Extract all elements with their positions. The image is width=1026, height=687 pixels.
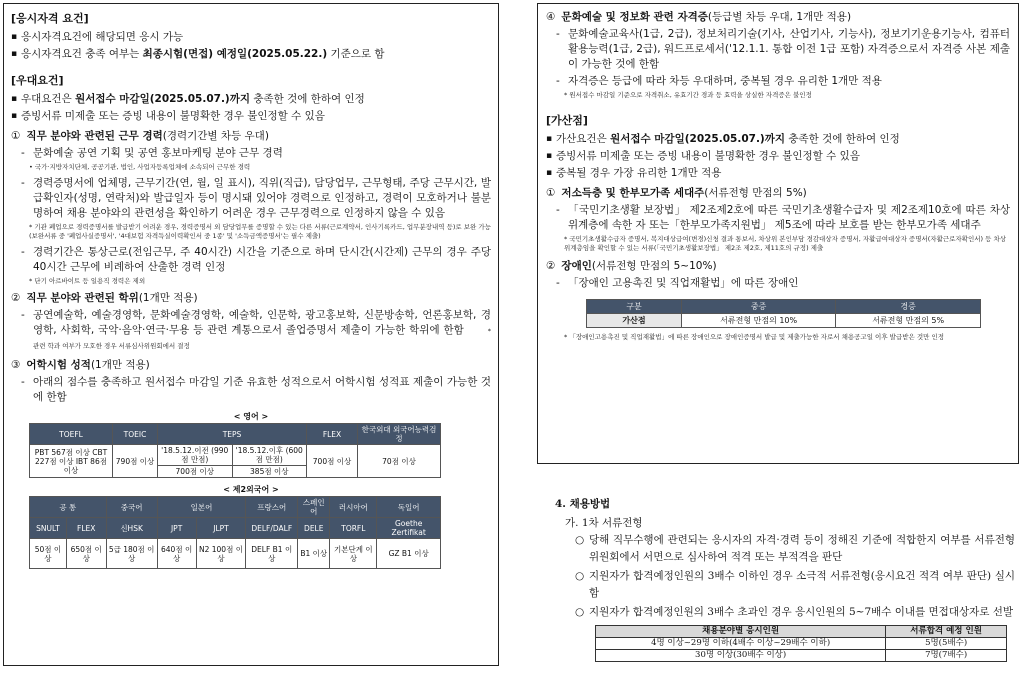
item-license-dash-2: - 자격증은 등급에 따라 차등 우대하며, 중복될 경우 유리한 1개만 적용 xyxy=(552,74,1010,89)
item-career-note-3: * 단기 아르바이트 등 일용직 경력은 제외 xyxy=(29,276,146,285)
item-language-bold: 어학시험 성적 xyxy=(26,359,91,371)
pass-cell-applicants-2: 30명 이상(30배수 이상) xyxy=(596,650,886,662)
item-license-rest: (등급별 차등 우대, 1개만 적용) xyxy=(707,11,852,23)
preference-bullet-1-post: 충족한 것에 한하여 인정 xyxy=(250,93,365,105)
eng-header-toeic: TOEIC xyxy=(113,424,158,445)
l2-test-flex: FLEX xyxy=(66,518,106,539)
preference-bullet-1 xyxy=(11,92,491,107)
eng-cell-kufl: 70점 이상 xyxy=(358,445,441,478)
item-degree-number: ② xyxy=(11,292,21,304)
eng-header-toefl: TOEFL xyxy=(30,424,113,445)
l2-group-russian: 러시아어 xyxy=(330,497,377,518)
bonus-bullet-2: ▪ 증빙서류 미제출 또는 증빙 내용이 불명확한 경우 불인정할 수 있음 xyxy=(546,149,1010,164)
bonus-header-mild: 경증 xyxy=(836,299,981,313)
item-license-number: ④ xyxy=(546,11,556,23)
eng-header-flex: FLEX xyxy=(307,424,358,445)
l2-score-jlpt: N2 100점 이상 xyxy=(196,539,246,569)
item-disability-note-1: * 「장애인고용촉진 및 직업재활법」에 따른 장애인으로 장애인증명서 발급 및 제출가능한 자로서 채용공고일 이후 발급받은 것만 인정 xyxy=(564,332,945,341)
item-career-dash-2: - 경력증명서에 업체명, 근무기간(연, 월, 일 표시), 직위(직급), 담당업무, 근무형태, 주당 근무시간, 발급확인자(성명, 연락처)와 발급일자 등이 명시돼 있어야 경력으로 인정하고, 경력이 모호하거나 불분명하여 채용 분야와의 관련성을 확인하기 어려운 경우 근무경력으로 인정하지 않을 수 있음 xyxy=(17,176,491,221)
l2-group-german: 독일어 xyxy=(377,497,441,518)
screening-item-1: ○ 당해 직무수행에 관련되는 응시자의 자격·경력 등이 정해진 기준에 적합한지 여부를 서류전형위원회에서 서면으로 심사하여 적격 또는 부적격을 판단 xyxy=(555,532,1015,566)
item-lowincome-note-1: * 국민기초생활수급자 증명서, 복지대상급여(변경)신청 결과 통보서, 차상위 본인부담 경감대상자 증명서, 자활급여대상자 증명서(자활근로자확인서) 등 차상위계층임을 확인할 수 있는 서류(「국민기초생활보장법」 제2조 제2호, 제11호의 규정) 제출 xyxy=(564,234,1007,252)
l2-score-delf: DELF B1 이상 xyxy=(246,539,298,569)
preference-bullet-2: ▪ 증빙서류 미제출 또는 증빙 내용이 불명확한 경우 불인정할 수 있음 xyxy=(11,109,491,124)
item-degree-bold: 직무 분야와 관련된 학위 xyxy=(26,292,139,304)
l2-test-torfl: TORFL xyxy=(330,518,377,539)
eng-cell-teps-b-bot: 385점 이상 xyxy=(232,466,307,478)
table-row xyxy=(596,650,1007,662)
l2-group-french: 프랑스어 xyxy=(246,497,298,518)
l2-score-hsk: 5급 180점 이상 xyxy=(106,539,157,569)
item-career-note-2: * 기관 폐업으로 경력증명서를 발급받기 어려운 경우, 경력증명서 외 담당업무를 증명할 수 있는 다른 서류(근로계약서, 인사기록카드, 업무분장내역 등)로 보완 가능(보완서류 중 '폐업사실증명서', '4대보험 자격득실이력확인서 중 1종' 및 '소득금액증명서'는 필수 제출) xyxy=(29,222,491,240)
screening-pass-table xyxy=(595,625,1007,662)
bonus-header-category: 구분 xyxy=(587,299,682,313)
l2-test-jpt: JPT xyxy=(157,518,196,539)
l2-test-snult: SNULT xyxy=(30,518,67,539)
l2-test-delf: DELF/DALF xyxy=(246,518,298,539)
l2-score-jpt: 640점 이상 xyxy=(157,539,196,569)
screening-item-3: ○ 지원자가 합격예정인원의 3배수 초과인 경우 응시인원의 5~7배수 이내를 면접대상자로 선발 xyxy=(555,604,1015,621)
bonus-cell-mild: 서류전형 만점의 5% xyxy=(836,313,981,327)
item-degree-rest: (1개만 적용) xyxy=(138,292,198,304)
section-title-eligibility: [응시자격 요건] xyxy=(11,12,89,25)
screening-item-2: ○ 지원자가 합격예정인원의 3배수 이하인 경우 소극적 서류전형(응시요건 적격 여부 판단) 실시함 xyxy=(555,568,1015,602)
l2-score-goethe: GZ B1 이상 xyxy=(377,539,441,569)
pass-cell-applicants-1: 4명 이상~29명 이하(4배수 이상~29배수 이하) xyxy=(596,638,886,650)
item-license-note-1: * 원서접수 마감일 기준으로 자격취소, 유효기간 경과 등 효력을 상실한 자격증은 불인정 xyxy=(564,91,812,99)
recruitment-method-section xyxy=(555,496,1015,662)
item-career-dash-1: - 문화예술 공연 기획 및 공연 홍보마케팅 분야 근무 경력 xyxy=(17,146,491,161)
bonus-row-label: 가산점 xyxy=(587,313,682,327)
left-section-box xyxy=(3,3,499,666)
item-disability-rest: (서류전형 만점의 5~10%) xyxy=(591,259,717,272)
eligibility-bullet-1: ▪ 응시자격요건에 해당되면 응시 가능 xyxy=(11,30,491,45)
l2-group-spanish: 스페인어 xyxy=(298,497,330,518)
l2-score-snult: 50점 이상 xyxy=(30,539,67,569)
item-disability-number: ② xyxy=(546,259,556,272)
bonus-bullet-1-pre: 가산요건은 xyxy=(556,132,611,145)
eligibility-bullet-2-post: 기준으로 함 xyxy=(327,48,385,60)
eng-cell-toefl: PBT 567점 이상 CBT 227점 이상 IBT 86점 이상 xyxy=(30,445,113,478)
preference-bullet-1-pre: 우대요건은 xyxy=(21,93,76,105)
item-career-bold: 직무 분야와 관련된 근무 경력 xyxy=(26,130,163,142)
second-language-score-table xyxy=(29,496,441,569)
item-disability-heading xyxy=(546,259,1010,274)
pass-cell-passers-2: 7명(7배수) xyxy=(886,650,1007,662)
bonus-bullet-1-post: 충족한 것에 한하여 인정 xyxy=(785,132,900,145)
l2-test-goethe: Goethe Zertifikat xyxy=(377,518,441,539)
item-career-note-1: • 국가·지방자치단체, 공공기관, 법인, 사업자등록업체에 소속되어 근무한 경력 xyxy=(29,163,251,171)
pass-header-applicants: 채용분야별 응시인원 xyxy=(596,626,886,638)
bonus-bullet-3: ▪ 중복될 경우 가장 유리한 1개만 적용 xyxy=(546,166,1010,181)
bonus-points-table xyxy=(586,299,981,328)
l2-group-japanese: 일본어 xyxy=(157,497,246,518)
item-lowincome-number: ① xyxy=(546,186,556,199)
item-language-dash-1: - 아래의 점수를 충족하고 원서접수 마감일 기준 유효한 성적으로서 어학시험 성적표 제출이 가능한 것에 한함 xyxy=(17,375,491,405)
eng-header-teps: TEPS xyxy=(158,424,307,445)
english-table-caption: < 영어 > xyxy=(233,412,269,421)
item-disability-dash-1: - 「장애인 고용촉진 및 직업재활법」에 따른 장애인 xyxy=(552,276,1010,291)
l2-group-chinese: 중국어 xyxy=(106,497,157,518)
l2-score-flex: 650점 이상 xyxy=(66,539,106,569)
bonus-bullet-1-bold: 원서접수 마감일(2025.05.07.)까지 xyxy=(610,132,786,145)
item-career-number: ① xyxy=(11,130,21,142)
bonus-header-severe: 중증 xyxy=(682,299,836,313)
eng-header-kufl: 한국외대 외국어능력검정 xyxy=(358,424,441,445)
eng-cell-teps-a-top: '18.5.12.이전 (990점 만점) xyxy=(158,445,233,466)
section-title-preference: [우대요건] xyxy=(11,74,64,87)
eligibility-bullet-2-bold: 최종시험(면접) 예정일(2025.05.22.) xyxy=(142,48,328,60)
l2-group-common: 공 통 xyxy=(30,497,107,518)
item-degree-heading xyxy=(11,291,491,306)
right-section-box xyxy=(537,3,1019,464)
bonus-cell-severe: 서류전형 만점의 10% xyxy=(682,313,836,327)
preference-bullet-1-bold: 원서접수 마감일(2025.05.07.)까지 xyxy=(75,93,251,105)
l2-test-hsk: 신HSK xyxy=(106,518,157,539)
eng-cell-toeic: 790점 이상 xyxy=(113,445,158,478)
item-degree-dash-1-text: 공연예술학, 예술경영학, 문화예술경영학, 예술학, 인문학, 광고홍보학, 신문방송학, 언론홍보학, 경영학, 사회학, 국악·음악·연극·무용 등 관련 계통으로서 졸업증명서 제출이 가능한 학위에 한함 xyxy=(33,309,491,336)
document-screening-title: 가. 1차 서류전형 xyxy=(565,517,643,529)
eligibility-bullet-2-pre: 응시자격요건 충족 여부는 xyxy=(21,48,143,60)
eng-cell-flex: 700점 이상 xyxy=(307,445,358,478)
item-language-heading xyxy=(11,358,491,373)
item-language-number: ③ xyxy=(11,359,21,371)
item-lowincome-rest: (서류전형 만점의 5%) xyxy=(704,186,807,199)
l2-score-dele: B1 이상 xyxy=(298,539,330,569)
item-disability-bold: 장애인 xyxy=(561,259,592,272)
eng-cell-teps-b-top: '18.5.12.이후 (600점 만점) xyxy=(232,445,307,466)
item-lowincome-heading xyxy=(546,186,1010,201)
section-title-bonus: [가산점] xyxy=(546,113,588,127)
pass-cell-passers-1: 5명(5배수) xyxy=(886,638,1007,650)
l2-test-dele: DELE xyxy=(298,518,330,539)
item-degree-dash-1 xyxy=(17,308,491,353)
bonus-bullet-1 xyxy=(546,132,1010,147)
item-career-heading xyxy=(11,129,491,144)
recruitment-method-title: 4. 채용방법 xyxy=(555,498,611,510)
item-license-heading xyxy=(546,10,1010,25)
item-lowincome-dash-1: - 「국민기초생활 보장법」 제2조제2호에 따른 국민기초생활수급자 및 제2조제10호에 따른 차상위계층에 속한 자 또는「한부모가족지원법」 제5조에 따라 보호를 받는 한부모가족 세대주 xyxy=(552,203,1010,233)
table-row xyxy=(596,638,1007,650)
second-language-table-caption: < 제2외국어 > xyxy=(223,485,279,494)
l2-test-jlpt: JLPT xyxy=(196,518,246,539)
eng-cell-teps-a-bot: 700점 이상 xyxy=(158,466,233,478)
english-score-table xyxy=(29,423,441,478)
item-career-dash-3: - 경력기간은 통상근로(전임근무, 주 40시간) 시간을 기준으로 하며 단시간(시간제) 근무의 경우 주당 40시간 근무에 비례하여 산출한 경력 인정 xyxy=(17,245,491,275)
item-language-rest: (1개만 적용) xyxy=(90,359,150,371)
l2-score-torfl: 기본단계 이상 xyxy=(330,539,377,569)
pass-header-passers: 서류합격 예정 인원 xyxy=(886,626,1007,638)
item-lowincome-bold: 저소득층 및 한부모가족 세대주 xyxy=(561,186,705,199)
item-career-rest: (경력기간별 차등 우대) xyxy=(162,130,269,142)
item-degree-note-1: * 관련 학과 여부가 모호한 경우 서류심사위원회에서 결정 xyxy=(33,327,491,350)
eligibility-bullet-2 xyxy=(11,47,491,62)
item-license-bold: 문화예술 및 정보화 관련 자격증 xyxy=(561,11,708,23)
item-license-dash-1: - 문화예술교육사(1급, 2급), 정보처리기술(기사, 산업기사, 기능사), 정보기기운용기능사, 컴퓨터활용능력(1급, 2급), 워드프로세서('12.1.1. 통합 이전 1급 포함) 자격증으로서 자격증 사본 제출이 가능한 것에 한함 xyxy=(552,27,1010,72)
